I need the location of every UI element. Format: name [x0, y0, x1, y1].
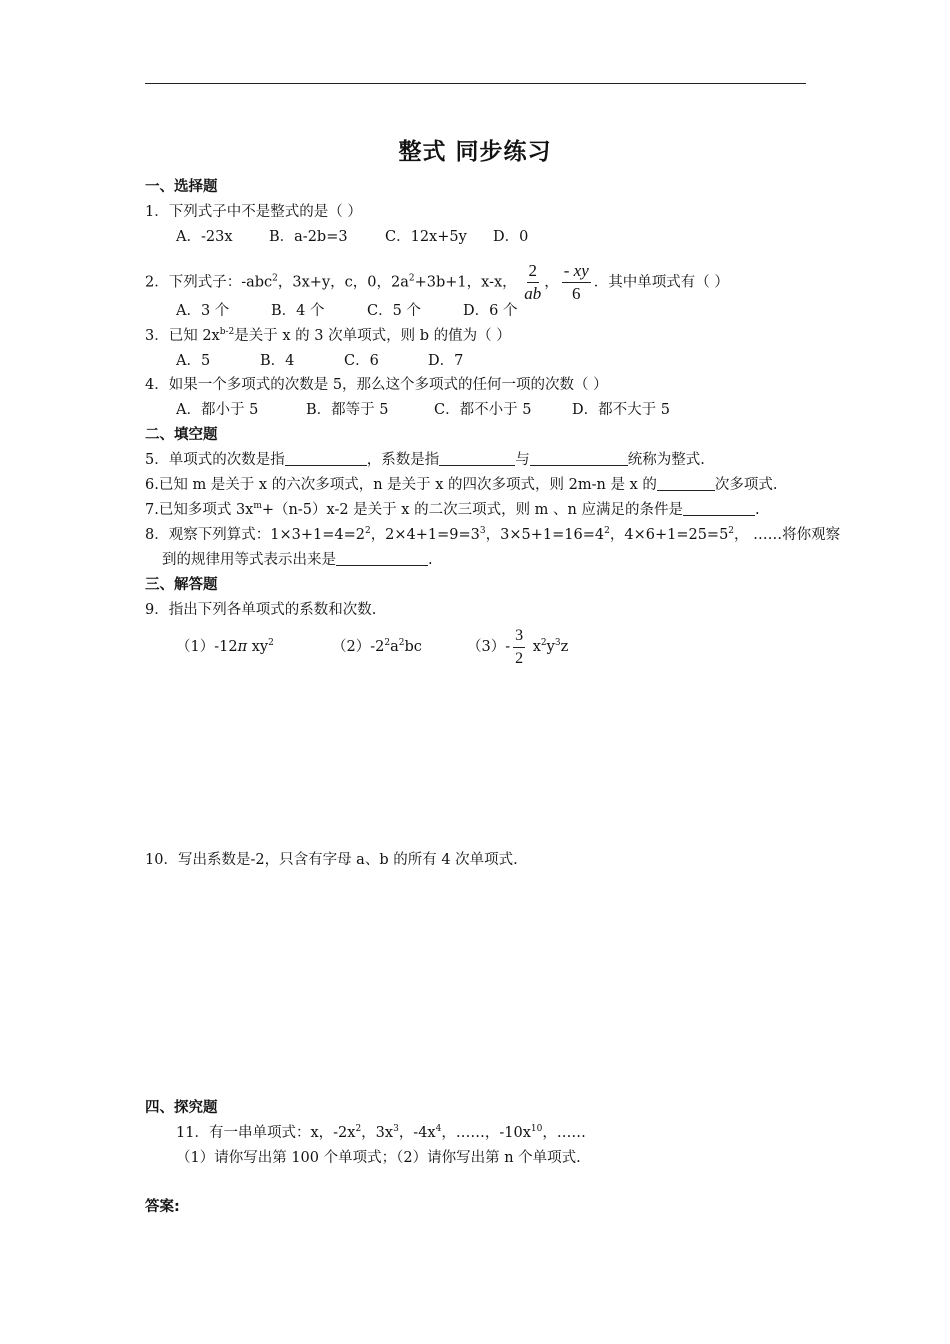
q8-sup3: 2: [604, 526, 610, 536]
fraction-3-over-2: [513, 627, 525, 668]
q7-part2: +（n-5）x-2 是关于 x 的二次三项式，则 m 、n 应满足的条件是: [261, 502, 683, 518]
fraction-denominator: ab: [524, 284, 542, 303]
option-d: D．6 个: [463, 303, 518, 319]
q3-tail: 是关于 x 的 3 次单项式，则 b 的值为（ ）: [234, 328, 511, 344]
q5-part4: 统称为整式.: [627, 452, 705, 468]
option-c: C．6: [344, 353, 379, 369]
q2-tail: ．其中单项式有（ ）: [593, 274, 729, 291]
fraction-denominator: 6: [572, 284, 581, 303]
q9-i3-coef: （3）-: [467, 639, 511, 655]
fraction-neg-xy-over-6: [562, 262, 591, 303]
option-b: B．都等于 5: [306, 402, 389, 418]
question-9-item-3: [467, 624, 568, 670]
question-1-options: [176, 227, 528, 247]
q11-sup3: 4: [435, 1124, 442, 1134]
section-explore-heading: 四、探究题: [145, 1100, 218, 1116]
option-b: B．a-2b=3: [269, 229, 348, 245]
q9-i1-sup: 2: [268, 638, 274, 648]
q8-part5: ， ……将你观察: [734, 527, 841, 543]
question-1-stem: 1．下列式子中不是整式的是（ ）: [145, 204, 362, 220]
q8-sup2: 3: [479, 526, 486, 536]
q2-prefix: 2．下列式子：-abc: [145, 274, 273, 291]
q8-part3: ，3×5+1=16=4: [485, 527, 605, 543]
q11-part1: 11．有一串单项式：x，-2x: [176, 1125, 356, 1141]
section-fill-heading: 二、填空题: [145, 427, 218, 443]
page-title: 整式 同步练习: [398, 139, 552, 165]
question-9-item-2: [332, 637, 422, 657]
q2-comma: ，: [544, 274, 559, 291]
q8-line2b: .: [428, 552, 433, 568]
answer-blank: [336, 551, 428, 566]
q7-sup: m: [253, 501, 262, 511]
q6-part2: 次多项式.: [714, 477, 778, 493]
q5-part3: 与: [515, 452, 530, 468]
q9-i2-var-a: a: [390, 639, 399, 655]
option-a: A．都小于 5: [176, 402, 259, 418]
option-d: D．0: [493, 229, 529, 245]
q8-part1: 8．观察下列算式：1×3+1=4=2: [145, 527, 365, 543]
question-2-stem: [145, 262, 729, 303]
q2-sup1: 2: [272, 273, 278, 284]
question-8-line-2: [162, 550, 433, 570]
q9-i3-sup2: 3: [554, 638, 561, 648]
fraction-numerator: 2: [527, 262, 540, 283]
section-choice-heading: 一、选择题: [145, 179, 218, 195]
option-a: A．5: [176, 353, 211, 369]
q8-sup1: 2: [364, 526, 371, 536]
question-11-line-2: （1）请你写出第 100 个单项式；（2）请你写出第 n 个单项式.: [176, 1150, 581, 1166]
q9-i3-sup1: 2: [540, 638, 547, 648]
question-4-stem: 4．如果一个多项式的次数是 5，那么这个多项式的任何一项的次数（ ）: [145, 377, 608, 393]
q11-sup2: 3: [393, 1124, 399, 1134]
q9-i1-vars: xy: [247, 639, 269, 655]
q2-sup2: 2: [408, 273, 415, 284]
q5-part2: ，系数是指: [366, 452, 440, 468]
question-11-line-1: [176, 1123, 586, 1143]
question-3-stem: [145, 326, 511, 346]
question-8-line-1: [145, 525, 840, 545]
answer-blank: [285, 451, 367, 466]
option-d: D．7: [428, 353, 464, 369]
header-rule: [145, 83, 806, 84]
answer-heading: 答案:: [145, 1199, 180, 1215]
q5-part1: 5．单项式的次数是指: [145, 452, 285, 468]
section-solve-heading: 三、解答题: [145, 577, 218, 593]
fraction-numerator: - xy: [562, 262, 591, 283]
option-a: A．-23x: [176, 229, 233, 245]
option-c: C．12x+5y: [385, 229, 467, 245]
fraction-2-over-ab: [524, 262, 541, 303]
q9-i3-var-y: y: [546, 639, 555, 655]
q6-part1: 6.已知 m 是关于 x 的六次多项式，n 是关于 x 的四次多项式，则 2m-n 是 x 的: [145, 477, 657, 493]
fraction-numerator: 3: [513, 627, 525, 648]
q9-i2-sup1: 2: [384, 638, 391, 648]
q9-i3-var-x: x: [528, 639, 541, 655]
question-7: [145, 500, 760, 520]
option-c: C．5 个: [367, 303, 421, 319]
q11-sup4: 10: [530, 1124, 543, 1134]
fraction-denominator: 2: [515, 649, 524, 667]
question-9-stem: 9．指出下列各单项式的系数和次数.: [145, 602, 377, 618]
q8-sup4: 2: [728, 526, 735, 536]
q2-mid2: +3b+1，x-x，: [414, 274, 517, 291]
q11-part5: ，……: [542, 1125, 586, 1141]
q11-part2: ，3x: [361, 1125, 394, 1141]
question-3-options: [176, 351, 463, 371]
q7-part1: 7.已知多项式 3x: [145, 502, 254, 518]
q11-part4: ，……，-10x: [441, 1125, 531, 1141]
q11-part3: ，-4x: [398, 1125, 436, 1141]
answer-blank: [657, 476, 715, 491]
q9-i3-var-z: z: [560, 639, 569, 655]
option-b: B．4: [260, 353, 295, 369]
question-4-options: [176, 400, 670, 420]
option-b: B．4 个: [271, 303, 325, 319]
q8-part4: ，4×6+1=25=5: [609, 527, 729, 543]
option-d: D．都不大于 5: [572, 402, 670, 418]
q3-sup: b-2: [219, 327, 235, 337]
q9-i1-coef: （1）-12: [176, 639, 238, 655]
q9-i2-coef: （2）-2: [332, 639, 385, 655]
pi-symbol: π: [237, 639, 248, 655]
q8-part2: ，2×4+1=9=3: [370, 527, 480, 543]
q3-prefix: 3．已知 2x: [145, 328, 220, 344]
answer-blank: [530, 451, 628, 466]
answer-blank: [439, 451, 515, 466]
option-a: A．3 个: [176, 303, 230, 319]
q11-sup1: 2: [355, 1124, 362, 1134]
q9-i2-var-bc: bc: [404, 639, 422, 655]
answer-blank: [683, 501, 755, 516]
q2-mid1: ，3x+y，c，0，2a: [277, 274, 409, 291]
question-2-options: [176, 301, 517, 321]
q9-i2-sup2: 2: [398, 638, 405, 648]
question-10-stem: 10．写出系数是-2，只含有字母 a、b 的所有 4 次单项式.: [145, 852, 518, 868]
q7-part3: .: [755, 502, 760, 518]
option-c: C．都不小于 5: [434, 402, 532, 418]
question-5: [145, 450, 705, 470]
question-6: [145, 475, 777, 495]
question-9-item-1: [176, 637, 274, 657]
q8-line2a: 到的规律用等式表示出来是: [162, 552, 336, 568]
